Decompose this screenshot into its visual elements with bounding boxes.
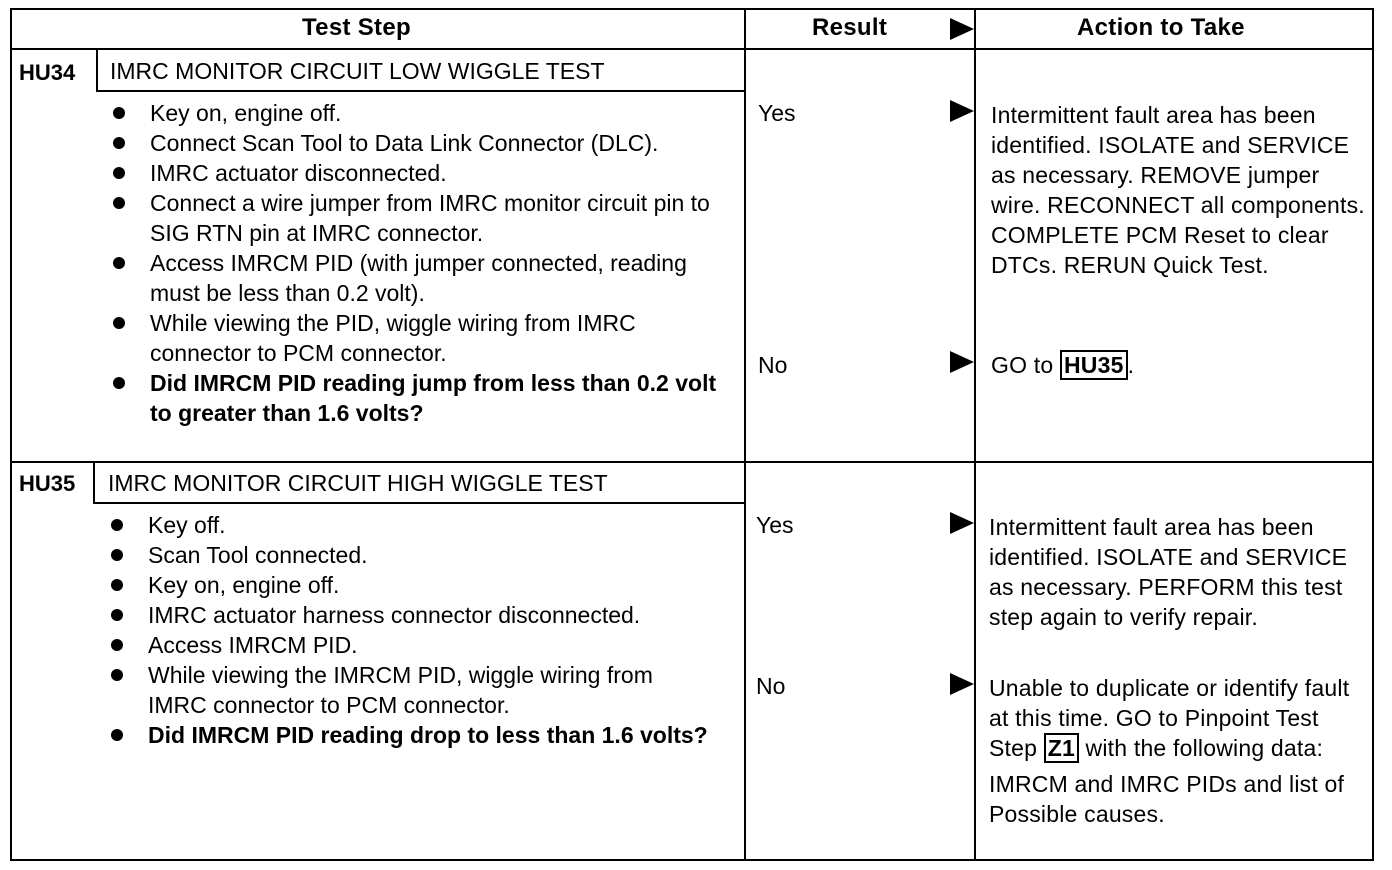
step-bullet-list — [106, 510, 716, 750]
header-result: Result — [812, 14, 888, 41]
action-yes: Intermittent fault area has been identified. ISOLATE and SERVICE as necessary. REMOVE jumper wire. RECONNECT all components. COMPLETE PCM Reset to clear DTCs. RERUN Quick Test. — [991, 102, 1365, 278]
bullet-item: Key on, engine off. — [108, 98, 736, 128]
step-title: IMRC MONITOR CIRCUIT HIGH WIGGLE TEST — [108, 470, 608, 496]
step-id: HU34 — [19, 60, 76, 85]
action-no: Unable to duplicate or identify fault at this time. GO to Pinpoint Test Step Z1 with the following data: IMRCM and IMRC PIDs and list of Possible causes. — [989, 673, 1367, 829]
bullet-item: Key off. — [106, 510, 716, 540]
bullet-item: IMRC actuator disconnected. — [108, 158, 736, 188]
result-arrow-icon — [950, 512, 974, 534]
bullet-item: Connect Scan Tool to Data Link Connector (DLC). — [108, 128, 736, 158]
result-no: No — [758, 352, 788, 378]
header-arrow-icon — [950, 18, 974, 40]
bullet-item: Access IMRCM PID (with jumper connected, reading must be less than 0.2 volt). — [108, 248, 736, 308]
action-yes: Intermittent fault area has been identified. ISOLATE and SERVICE as necessary. PERFORM this test step again to verify repair. — [989, 514, 1348, 630]
step-reference-link[interactable]: HU35 — [1060, 350, 1128, 380]
bullet-item: Connect a wire jumper from IMRC monitor circuit pin to SIG RTN pin at IMRC connector. — [108, 188, 736, 248]
header-action: Action to Take — [1077, 14, 1245, 41]
action-no: GO to HU35 . — [991, 352, 1135, 378]
bullet-item: Did IMRCM PID reading jump from less than 0.2 volt to greater than 1.6 volts? — [108, 368, 736, 428]
result-arrow-icon — [950, 100, 974, 122]
bullet-item: Access IMRCM PID. — [106, 630, 716, 660]
result-arrow-icon — [950, 351, 974, 373]
bullet-item: Did IMRCM PID reading drop to less than 1.6 volts? — [106, 720, 716, 750]
step-title: IMRC MONITOR CIRCUIT LOW WIGGLE TEST — [110, 58, 605, 84]
result-yes: Yes — [758, 100, 796, 126]
bullet-item: While viewing the IMRCM PID, wiggle wiring from IMRC connector to PCM connector. — [106, 660, 716, 720]
result-yes: Yes — [756, 512, 794, 538]
bullet-item: IMRC actuator harness connector disconnected. — [106, 600, 716, 630]
bullet-item: Key on, engine off. — [106, 570, 716, 600]
step-reference-link[interactable]: Z1 — [1044, 733, 1079, 763]
step-bullet-list — [108, 98, 736, 428]
result-arrow-icon — [950, 673, 974, 695]
bullet-item: While viewing the PID, wiggle wiring from IMRC connector to PCM connector. — [108, 308, 736, 368]
action-extra: IMRCM and IMRC PIDs and list of Possible causes. — [989, 771, 1345, 827]
bullet-item: Scan Tool connected. — [106, 540, 716, 570]
result-no: No — [756, 673, 786, 699]
step-id: HU35 — [19, 471, 76, 496]
header-test-step: Test Step — [302, 14, 411, 41]
